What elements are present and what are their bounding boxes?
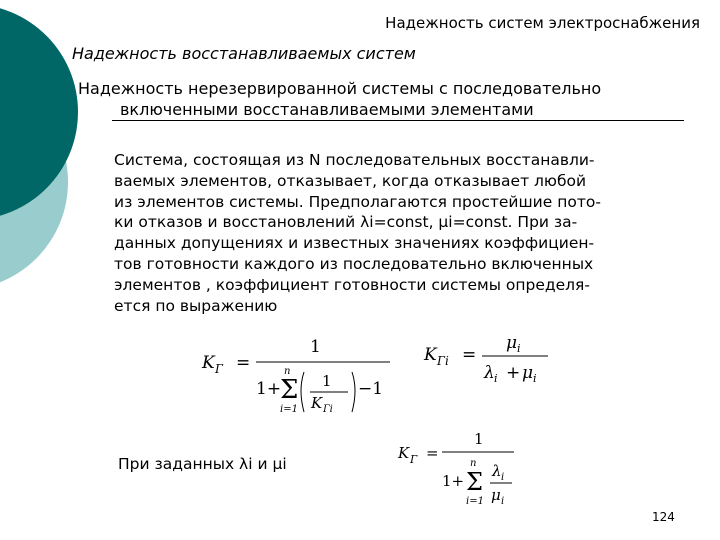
body-line: данных допущениях и известных значениях коэффициен-: [114, 234, 595, 253]
f1-eq: =: [236, 353, 251, 373]
f2-lhs-sub: Гi: [437, 354, 449, 368]
f3-lhs: K: [398, 444, 410, 462]
subtitle-underline: [112, 120, 684, 121]
body-line: элементов , коэффициент готовности системы определя-: [114, 275, 590, 294]
header-title: Надежность систем электроснабжения: [385, 14, 700, 32]
f1-inner-num: 1: [322, 372, 332, 390]
f3-inner-num-sub: i: [501, 472, 505, 483]
f2-numerator: μ: [506, 333, 518, 353]
f2-eq: =: [462, 345, 477, 365]
f3-numerator: 1: [474, 430, 484, 448]
f2-lhs: K: [424, 345, 437, 365]
body-line: Система, состоящая из N последовательных восстанавли-: [114, 151, 595, 169]
f1-lhs: K: [202, 353, 215, 373]
f1-lhs-sub: Г: [215, 362, 223, 376]
f3-sum-lower: i=1: [466, 496, 484, 507]
slide-subtitle: [78, 78, 688, 120]
f2-den-b: μ: [522, 363, 534, 383]
f3-eq: =: [426, 444, 439, 462]
f3-inner-den-sub: i: [501, 496, 505, 507]
section-title: Надежность восстанавливаемых систем: [72, 44, 416, 63]
f2-den-a-sub: i: [494, 372, 498, 385]
body-line: ется по выражению: [114, 296, 278, 315]
body-line: ваемых элементов, отказывает, когда отказывает любой: [114, 171, 587, 190]
f1-inner-den: K: [311, 394, 323, 412]
f1-den-one: 1+: [256, 379, 282, 399]
f1-minus-one: −1: [358, 379, 384, 399]
f3-den-one: 1+: [442, 472, 465, 490]
subtitle-line-2: включенными восстанавливаемыми элементами: [120, 100, 534, 119]
f1-sum-upper: n: [284, 366, 291, 377]
f2-numerator-sub: i: [517, 342, 521, 355]
formula-element-availability: [422, 330, 562, 390]
body-line: ки отказов и восстановлений λi=const, μi=const. При за-: [114, 213, 578, 232]
subtitle-line-1: Надежность нерезервированной системы с последовательно: [78, 79, 602, 98]
f2-den-a: λ: [484, 363, 495, 383]
body-line: из элементов системы. Предполагаются простейшие пото-: [114, 192, 601, 211]
body-line: тов готовности каждого из последовательно включенных: [114, 254, 594, 273]
f3-sum-upper: n: [470, 458, 477, 469]
sigma-icon: Σ: [466, 468, 483, 496]
bottom-text: При заданных λi и μi: [118, 455, 287, 473]
f1-numerator: 1: [310, 337, 321, 357]
f1-inner-den-sub: Гi: [323, 404, 333, 415]
formula-system-availability-rates: [396, 428, 546, 518]
formula-system-availability: [200, 332, 400, 422]
page-number: 124: [652, 510, 675, 524]
sigma-icon: Σ: [280, 375, 299, 405]
f3-inner-num: λ: [492, 462, 502, 480]
body-paragraph: [114, 150, 601, 316]
f3-lhs-sub: Г: [410, 453, 418, 466]
f2-den-plus: +: [506, 363, 521, 383]
f1-sum-lower: i=1: [280, 404, 298, 415]
f3-inner-den: μ: [491, 486, 501, 504]
f2-den-b-sub: i: [533, 372, 537, 385]
